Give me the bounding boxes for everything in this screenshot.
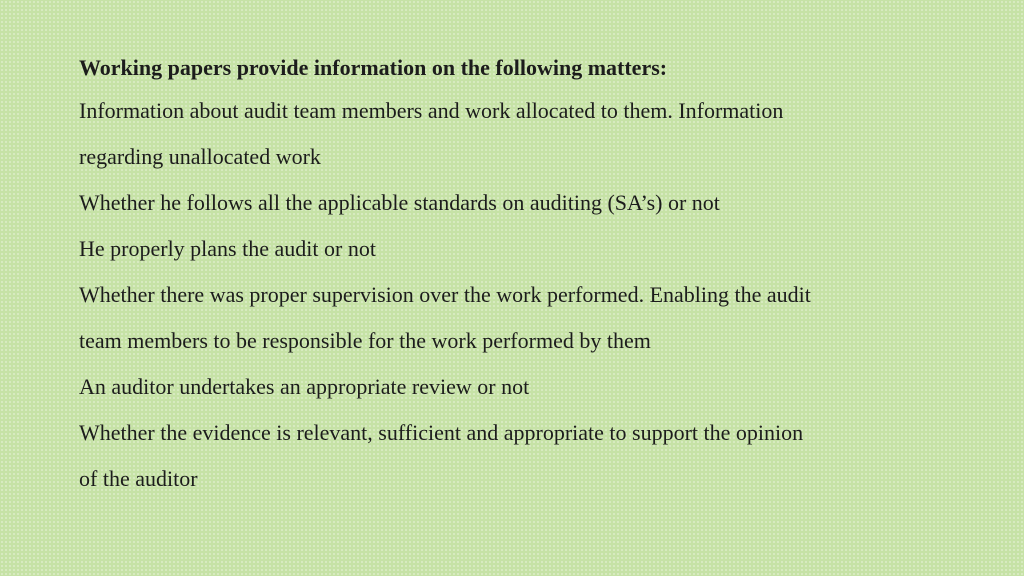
- text-line: regarding unallocated work: [79, 144, 321, 169]
- text-line: Whether there was proper supervision over the work performed. Enabling the audit: [79, 282, 811, 307]
- text-line: He properly plans the audit or not: [79, 236, 376, 261]
- text-line: Information about audit team members and work allocated to them. Information: [79, 98, 784, 123]
- slide-content: [79, 48, 969, 502]
- text-line: Whether the evidence is relevant, sufficient and appropriate to support the opinion: [79, 420, 804, 445]
- slide-heading: Working papers provide information on the following matters:: [79, 55, 668, 80]
- text-line: of the auditor: [79, 466, 198, 491]
- text-line: Whether he follows all the applicable standards on auditing (SA’s) or not: [79, 190, 720, 215]
- text-line: team members to be responsible for the work performed by them: [79, 328, 651, 353]
- text-line: An auditor undertakes an appropriate review or not: [79, 374, 530, 399]
